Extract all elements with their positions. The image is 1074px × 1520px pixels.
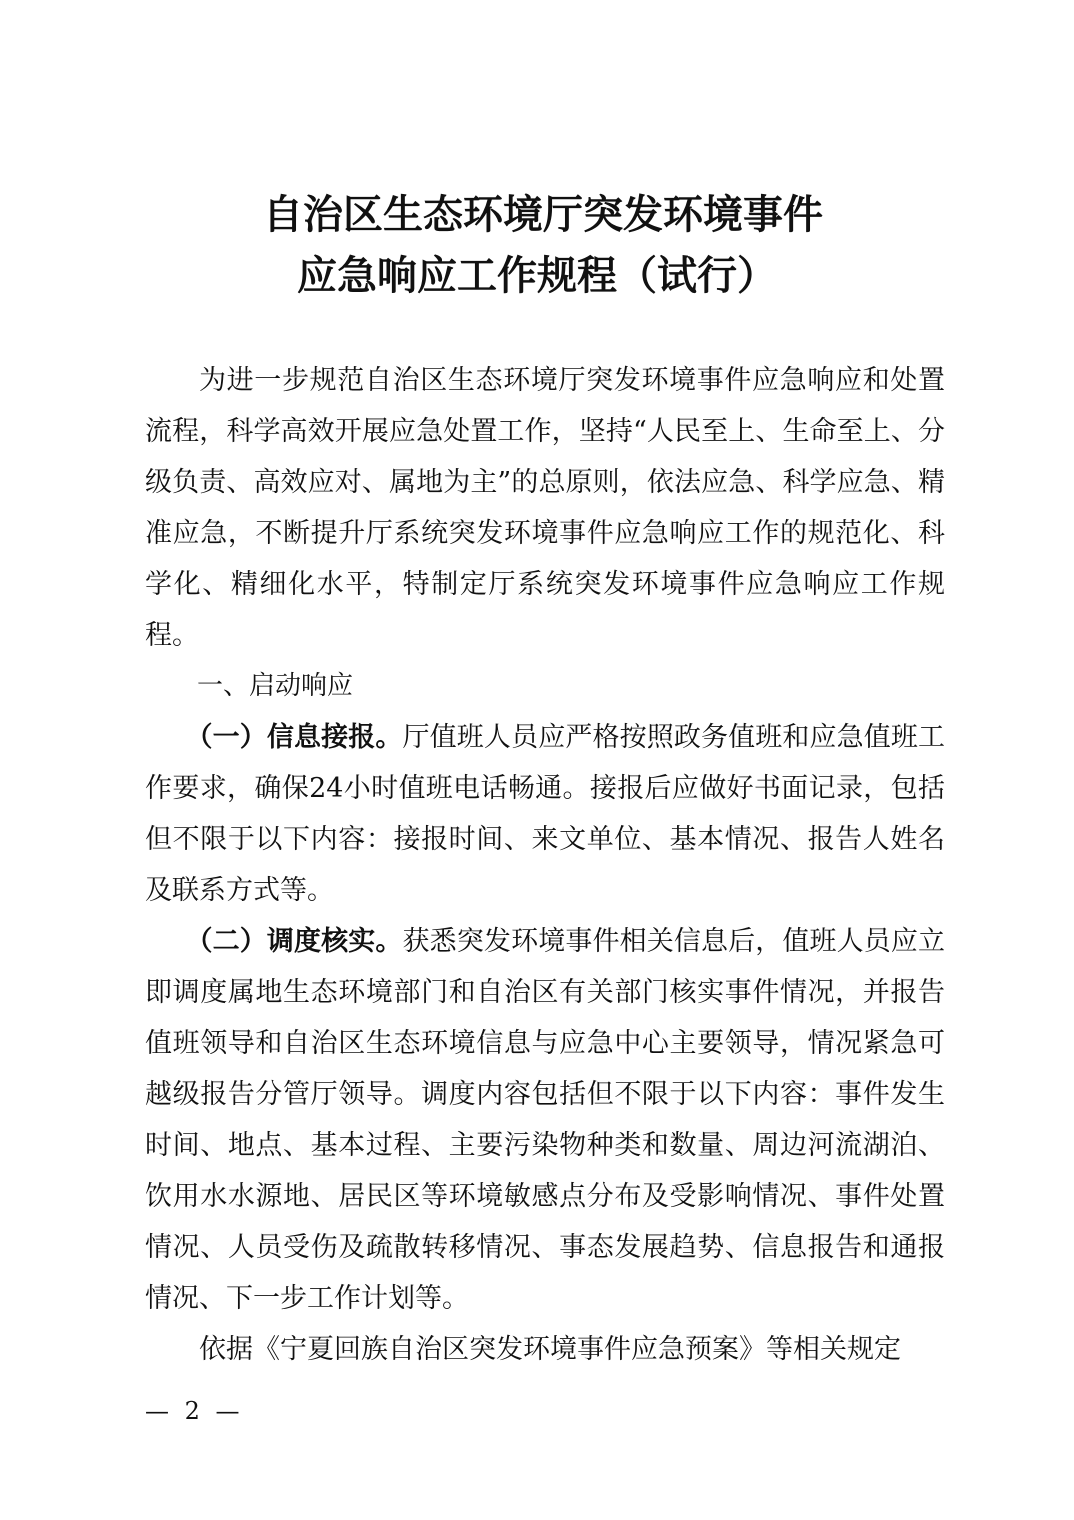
- document-title-line1: 自治区生态环境厅突发环境事件: [263, 191, 823, 238]
- item-dispatch-verification-text: 获悉突发环境事件相关信息后，值班人员应立即调度属地生态环境部门和自治区有关部门核实事件情况，并报告值班领导和自治区生态环境信息与应急中心主要领导，情况紧急可越级报告分管厅领导。调度内容包括但不限于以下内容：事件发生时间、地点、基本过程、主要污染物种类和数量、周边河流湖泊、饮用水水源地、居民区等环境敏感点分布及受影响情况、事件处置情况、人员受伤及疏散转移情况、事态发展趋势、信息报告和通报情况、下一步工作计划等。: [145, 926, 946, 1314]
- item-information-reporting-lead: （一）信息接报。: [185, 722, 403, 753]
- continuation-paragraph: 依据《宁夏回族自治区突发环境事件应急预案》等相关规定: [199, 1334, 901, 1365]
- item-information-reporting-text: 厅值班人员应严格按照政务值班和应急值班工作要求，确保24小时值班电话畅通。接报后应做好书面记录，包括但不限于以下内容：接报时间、来文单位、基本情况、报告人姓名及联系方式等。: [145, 722, 946, 906]
- page-number: — 2 —: [145, 1397, 244, 1425]
- section-heading-start-response: 一、启动响应: [197, 671, 354, 701]
- document-body: [145, 355, 945, 1375]
- intro-paragraph: 为进一步规范自治区生态环境厅突发环境事件应急响应和处置流程，科学高效开展应急处置工作，坚持“人民至上、生命至上、分级负责、高效应对、属地为主”的总原则，依法应急、科学应急、精准应急，不断提升厅系统突发环境事件应急响应工作的规范化、科学化、精细化水平，特制定厅系统突发环境事件应急响应工作规程。: [145, 365, 945, 651]
- item-dispatch-verification: [145, 916, 945, 1324]
- item-dispatch-verification-lead: （二）调度核实。: [185, 926, 403, 957]
- item-information-reporting: [145, 712, 945, 916]
- document-title-line2: 应急响应工作规程（试行）: [297, 252, 777, 299]
